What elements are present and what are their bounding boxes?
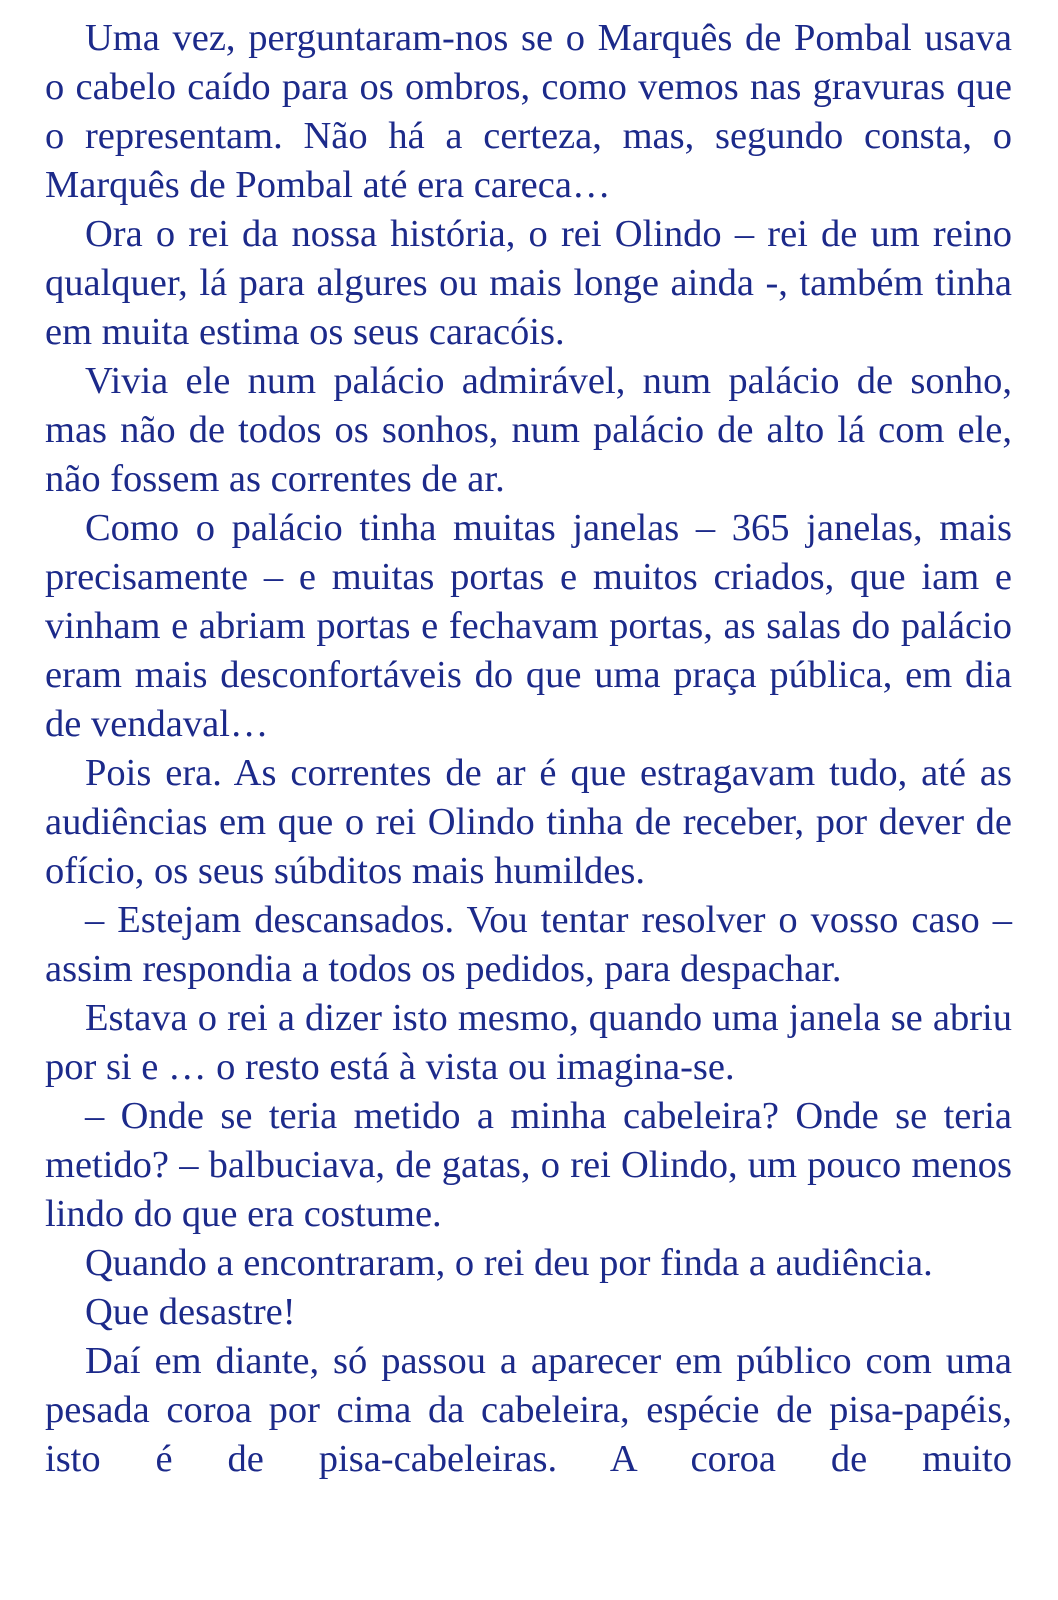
paragraph-2: Ora o rei da nossa história, o rei Olindo – rei de um reino qualquer, lá para algures ou mais longe ainda -, também tinha em muita estima os seus caracóis.: [45, 213, 1012, 353]
paragraph-7: Estava o rei a dizer isto mesmo, quando uma janela se abriu por si e … o resto está à vista ou imagina-se.: [45, 997, 1012, 1088]
paragraph-9: Quando a encontraram, o rei deu por finda a audiência.: [85, 1242, 933, 1284]
paragraph-6: – Estejam descansados. Vou tentar resolver o vosso caso – assim respondia a todos os pedidos, para despachar.: [45, 899, 1012, 990]
document-page: [45, 14, 1012, 1484]
paragraph-11: Daí em diante, só passou a aparecer em público com uma pesada coroa por cima da cabeleira, espécie de pisa-papéis, isto é de pisa-cabeleiras. A coroa de muito: [45, 1340, 1012, 1480]
paragraph-4: Como o palácio tinha muitas janelas – 365 janelas, mais precisamente – e muitas portas e muitos criados, que iam e vinham e abriam portas e fechavam portas, as salas do palácio eram mais desconfortáveis do que uma praça pública, em dia de vendaval…: [45, 507, 1012, 745]
paragraph-10: Que desastre!: [85, 1291, 296, 1333]
paragraph-1: Uma vez, perguntaram-nos se o Marquês de Pombal usava o cabelo caído para os ombros, como vemos nas gravuras que o representam. Não há a certeza, mas, segundo consta, o Marquês de Pombal até era careca…: [45, 17, 1012, 206]
paragraph-8: – Onde se teria metido a minha cabeleira? Onde se teria metido? – balbuciava, de gatas, o rei Olindo, um pouco menos lindo do que era costume.: [45, 1095, 1012, 1235]
paragraph-3: Vivia ele num palácio admirável, num palácio de sonho, mas não de todos os sonhos, num palácio de alto lá com ele, não fossem as correntes de ar.: [45, 360, 1012, 500]
paragraph-5: Pois era. As correntes de ar é que estragavam tudo, até as audiências em que o rei Olindo tinha de receber, por dever de ofício, os seus súbditos mais humildes.: [45, 752, 1012, 892]
